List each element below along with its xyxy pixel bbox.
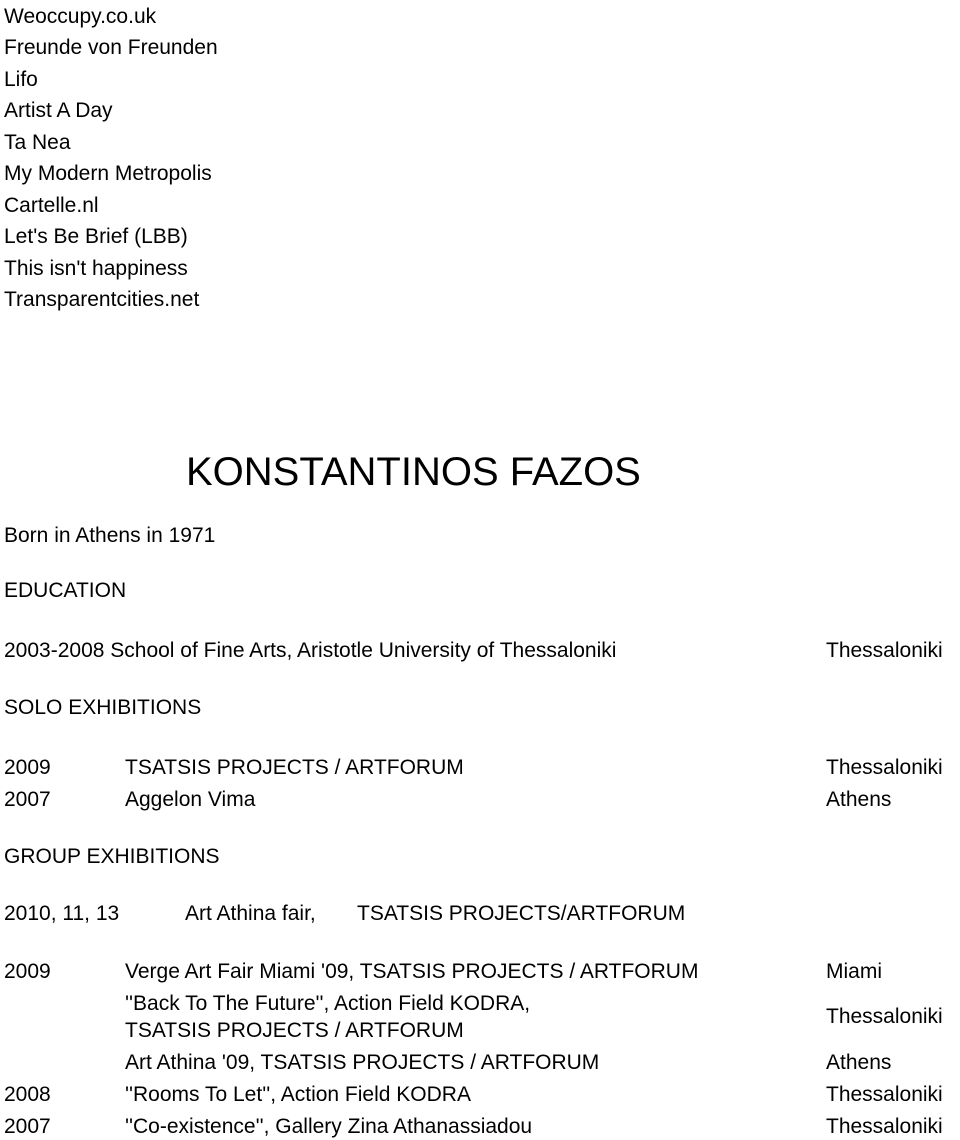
born-info: Born in Athens in 1971 [4, 524, 216, 547]
link-ta-nea[interactable]: Ta Nea [4, 131, 71, 154]
education-entry: 2003-2008 School of Fine Arts, Aristotle University of Thessaloniki [4, 639, 617, 662]
education-city: Thessaloniki [826, 639, 943, 662]
group-title: ''Rooms To Let'', Action Field KODRA [125, 1083, 471, 1106]
group-title: Verge Art Fair Miami '09, TSATSIS PROJECTS / ARTFORUM [125, 960, 699, 983]
group-venue: TSATSIS PROJECTS/ARTFORUM [357, 902, 686, 925]
solo-city: Athens [826, 788, 892, 811]
solo-year: 2009 [4, 756, 51, 779]
group-city: Thessaloniki [826, 1115, 943, 1138]
solo-heading: SOLO EXHIBITIONS [4, 696, 202, 719]
group-city: Thessaloniki [826, 1083, 943, 1106]
group-title: Art Athina fair, [185, 902, 316, 925]
solo-title: TSATSIS PROJECTS / ARTFORUM [125, 756, 464, 779]
link-my-modern-metropolis[interactable]: My Modern Metropolis [4, 162, 212, 185]
link-weoccupy[interactable]: Weoccupy.co.uk [4, 5, 157, 28]
group-heading: GROUP EXHIBITIONS [4, 845, 220, 868]
group-year: 2010, 11, 13 [4, 902, 120, 925]
group-city: Thessaloniki [826, 1005, 943, 1028]
group-year: 2007 [4, 1115, 51, 1138]
link-lbb[interactable]: Let's Be Brief (LBB) [4, 225, 188, 248]
link-artist-a-day[interactable]: Artist A Day [4, 99, 113, 122]
group-year: 2008 [4, 1083, 51, 1106]
solo-city: Thessaloniki [826, 756, 943, 779]
education-heading: EDUCATION [4, 579, 127, 602]
link-freunde[interactable]: Freunde von Freunden [4, 36, 218, 59]
group-year: 2009 [4, 960, 51, 983]
solo-title: Aggelon Vima [125, 788, 256, 811]
link-cartelle[interactable]: Cartelle.nl [4, 194, 99, 217]
artist-name: KONSTANTINOS FAZOS [186, 450, 641, 494]
solo-year: 2007 [4, 788, 51, 811]
link-transparentcities[interactable]: Transparentcities.net [4, 288, 200, 311]
group-city: Athens [826, 1051, 892, 1074]
group-title: ''Co-existence'', Gallery Zina Athanassiadou [125, 1115, 533, 1138]
group-city: Miami [826, 960, 882, 983]
link-this-isnt-happiness[interactable]: This isn't happiness [4, 257, 188, 280]
link-lifo[interactable]: Lifo [4, 68, 38, 91]
group-title: Art Athina '09, TSATSIS PROJECTS / ARTFORUM [125, 1051, 600, 1074]
group-title-line2: TSATSIS PROJECTS / ARTFORUM [125, 1019, 464, 1042]
group-title: ''Back To The Future'', Action Field KODRA, [125, 992, 531, 1015]
